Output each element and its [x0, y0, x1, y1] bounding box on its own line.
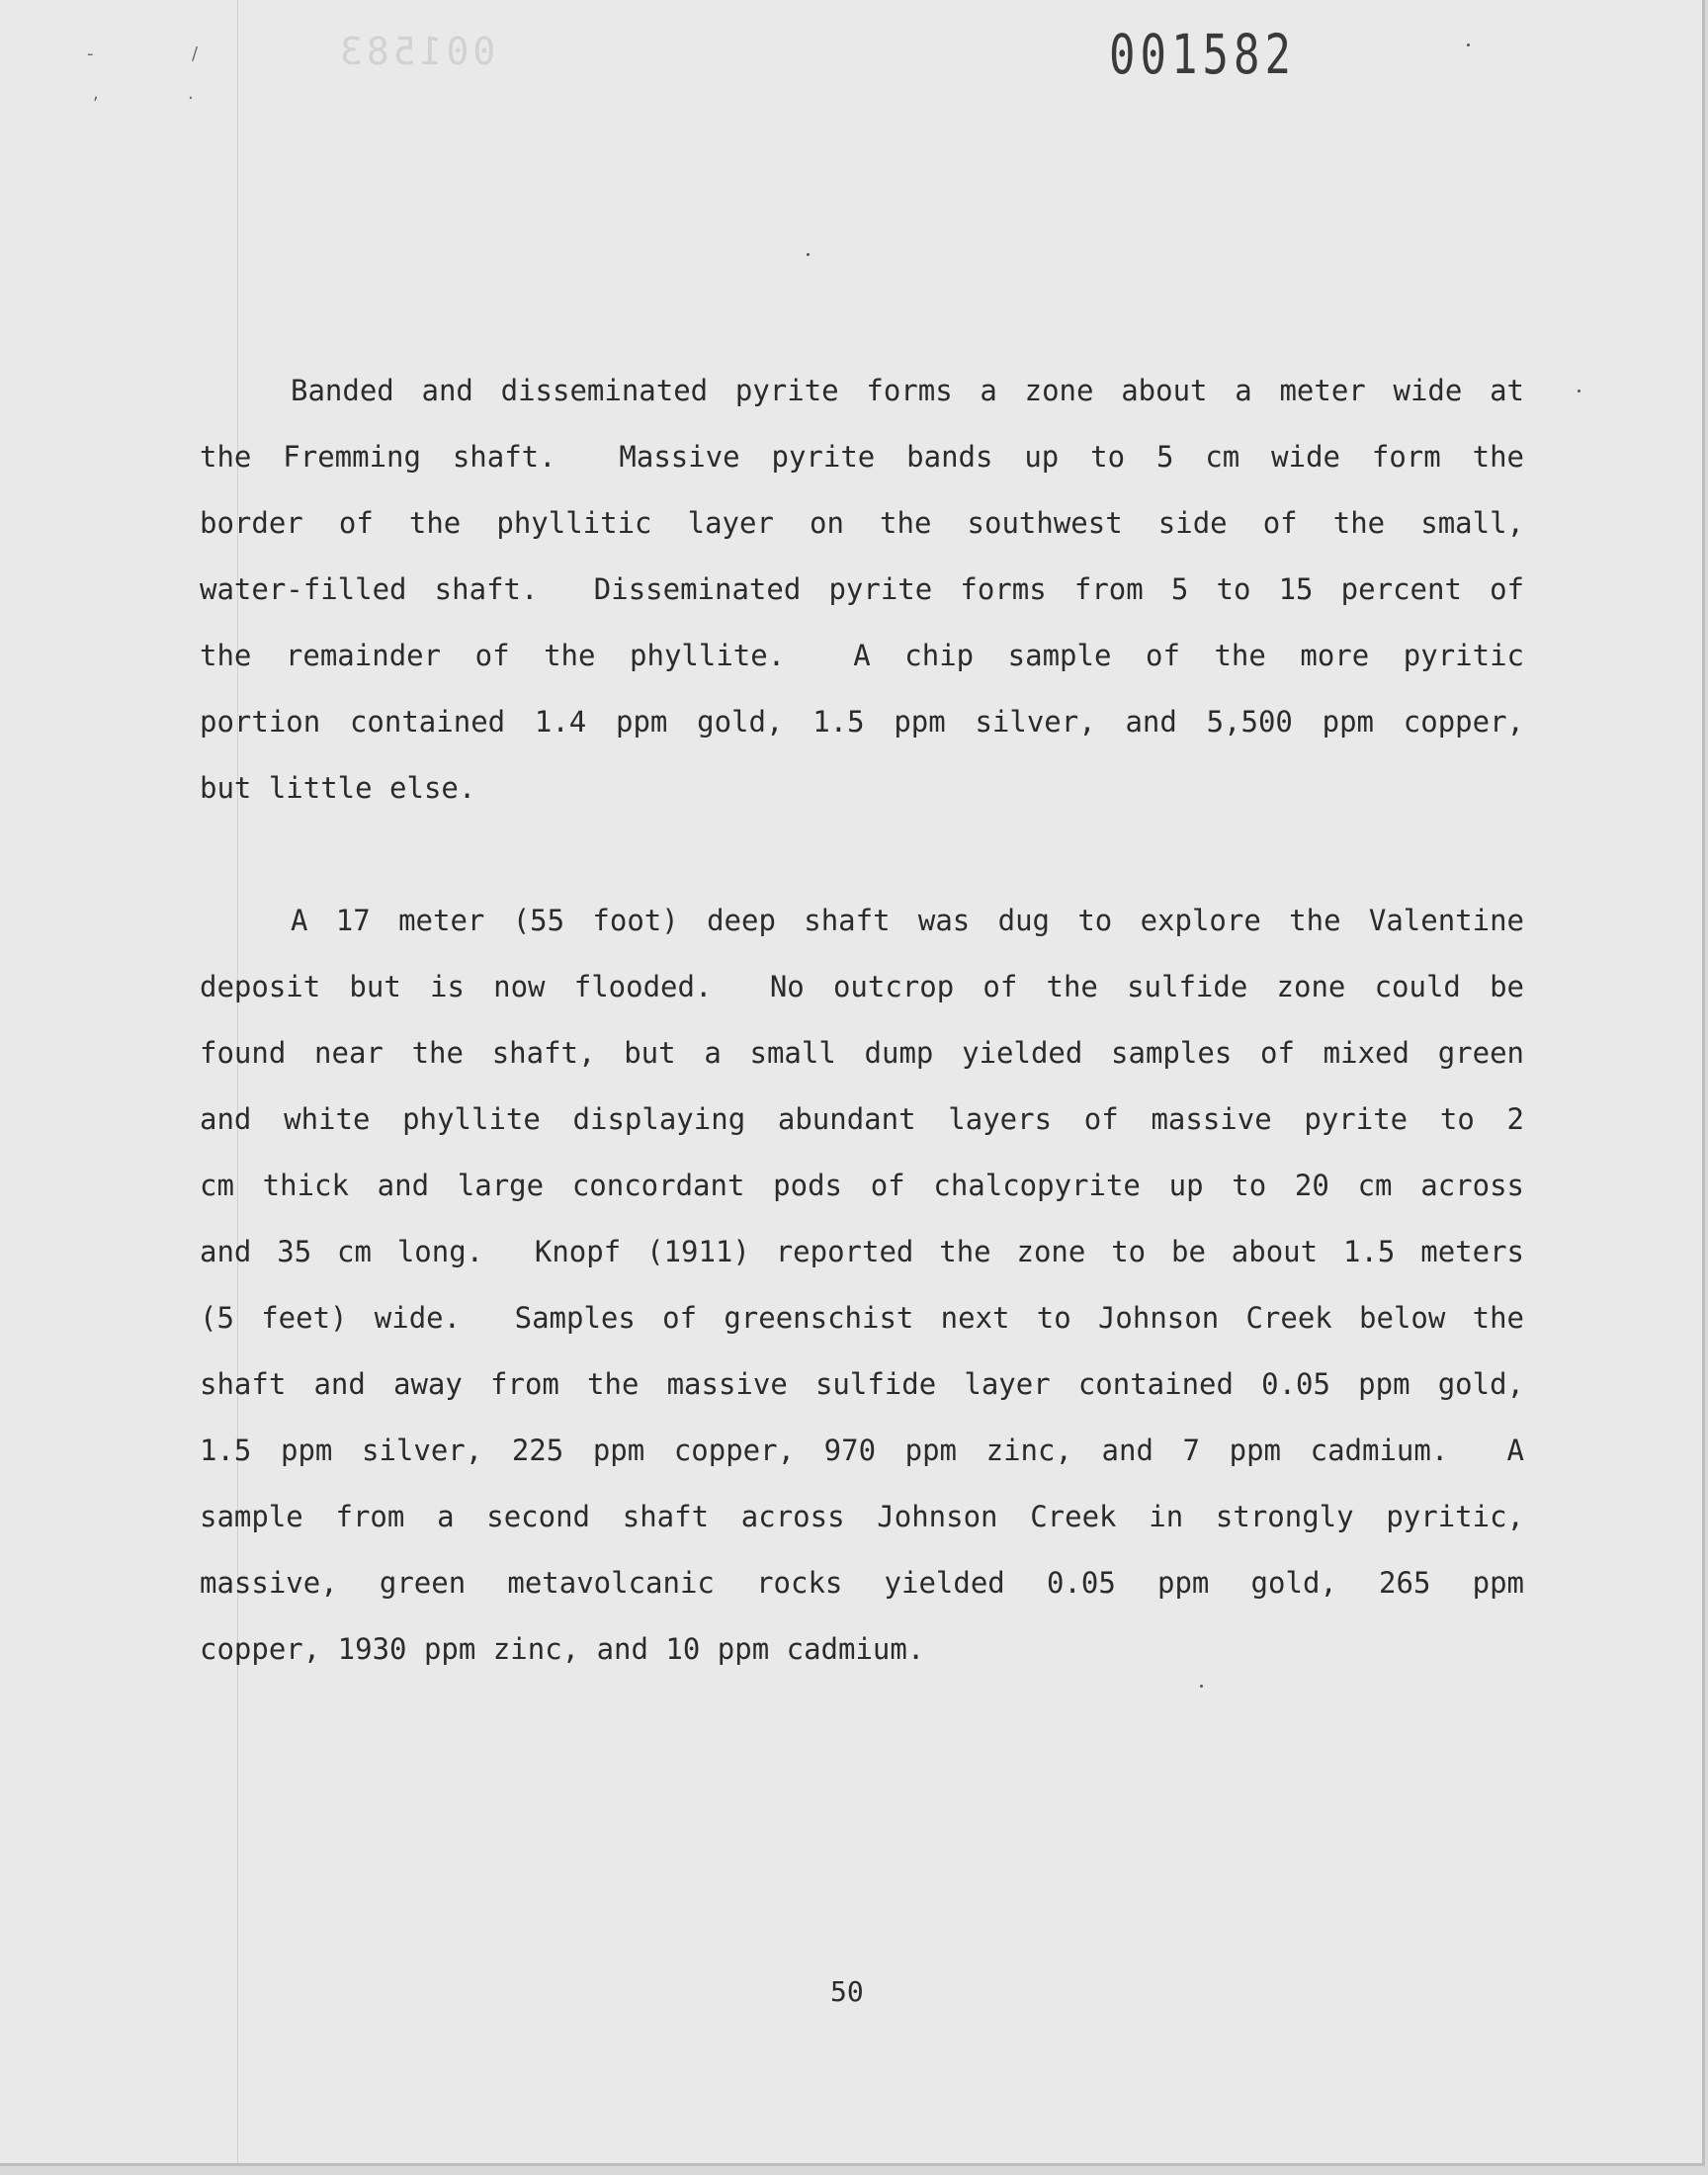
- text-line: but little else.: [200, 771, 476, 805]
- text-line: cm thick and large concordant pods of chalcopyrite up to 20 cm across: [200, 1169, 1524, 1202]
- paragraph-1: [200, 358, 1524, 822]
- bleed-through-number: 001583: [336, 30, 496, 73]
- speck: [807, 253, 810, 256]
- text-line: copper, 1930 ppm zinc, and 10 ppm cadmium.: [200, 1632, 925, 1666]
- text-line: sample from a second shaft across Johnson Creek in strongly pyritic,: [200, 1500, 1524, 1533]
- text-line: found near the shaft, but a small dump yielded samples of mixed green: [200, 1036, 1524, 1070]
- speck: [1467, 44, 1470, 46]
- margin-mark: -: [87, 44, 94, 64]
- text-line: Banded and disseminated pyrite forms a zone about a meter wide at: [291, 374, 1524, 407]
- text-line: massive, green metavolcanic rocks yielded 0.05 ppm gold, 265 ppm: [200, 1566, 1524, 1600]
- text-line: the remainder of the phyllite. A chip sample of the more pyritic: [200, 639, 1524, 672]
- text-line: water-filled shaft. Disseminated pyrite forms from 5 to 15 percent of: [200, 572, 1524, 606]
- text-line: deposit but is now flooded. No outcrop of the sulfide zone could be: [200, 970, 1524, 1003]
- text-line: and 35 cm long. Knopf (1911) reported the zone to be about 1.5 meters: [200, 1235, 1524, 1268]
- margin-mark: /: [192, 44, 199, 64]
- margin-mark: .: [188, 83, 194, 104]
- text-line: 1.5 ppm silver, 225 ppm copper, 970 ppm zinc, and 7 ppm cadmium. A: [200, 1434, 1524, 1467]
- body-text: [200, 358, 1524, 1683]
- text-line: shaft and away from the massive sulfide layer contained 0.05 ppm gold,: [200, 1367, 1524, 1401]
- margin-mark: ,: [93, 83, 99, 104]
- text-line: and white phyllite displaying abundant layers of massive pyrite to 2: [200, 1102, 1524, 1136]
- text-line: border of the phyllitic layer on the southwest side of the small,: [200, 506, 1524, 540]
- text-line: portion contained 1.4 ppm gold, 1.5 ppm silver, and 5,500 ppm copper,: [200, 705, 1524, 739]
- text-line: (5 feet) wide. Samples of greenschist next to Johnson Creek below the: [200, 1301, 1524, 1335]
- paragraph-2: [200, 888, 1524, 1683]
- speck: [1200, 1685, 1203, 1688]
- text-line: A 17 meter (55 foot) deep shaft was dug to explore the Valentine: [291, 904, 1524, 937]
- text-line: the Fremming shaft. Massive pyrite bands up to 5 cm wide form the: [200, 440, 1524, 474]
- document-number: 001582: [1109, 24, 1296, 87]
- page-number: 50: [830, 1975, 864, 2008]
- speck: [1578, 390, 1580, 392]
